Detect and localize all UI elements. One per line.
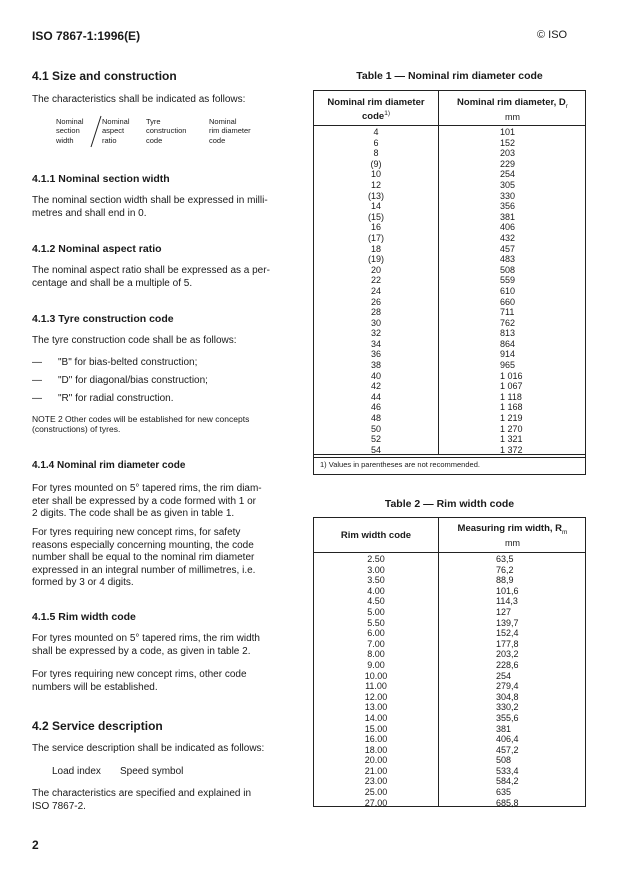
table-1-diameter-cell: 813 bbox=[500, 328, 516, 339]
figure-label-section-width-1: Nominal bbox=[56, 117, 84, 126]
table-1-diameter-cell: 432 bbox=[500, 232, 516, 243]
text-line: metres and shall end in 0. bbox=[32, 207, 147, 219]
figure-label-rim-diameter-3: code bbox=[209, 135, 226, 145]
table-1-code-cell: 54 bbox=[370, 444, 381, 455]
table-2-code-cell: 27.00 bbox=[364, 797, 388, 808]
table-1-code-cell: (9) bbox=[370, 158, 382, 169]
list-dash: — bbox=[32, 357, 42, 368]
table-2-width-cell: 101,6 bbox=[496, 585, 519, 596]
header-unit: mm bbox=[505, 111, 520, 122]
table-2-code-cell: 6.00 bbox=[367, 628, 385, 639]
table-2-width-cell: 63,5 bbox=[496, 554, 514, 564]
table-1-code-cell: 36 bbox=[370, 349, 381, 360]
table-2-width-cell: 114,3 bbox=[496, 596, 518, 607]
table-2-code-cell: 21.00 bbox=[364, 765, 388, 776]
table-1-code-cell: 4 bbox=[373, 127, 379, 137]
table-1-header-diameter bbox=[439, 97, 586, 123]
text-line: The characteristics are specified and explained in bbox=[32, 788, 252, 799]
table-2-header-width bbox=[439, 523, 586, 549]
table-1-diameter-cell: 914 bbox=[500, 349, 516, 360]
figure-label-construction-2: construction bbox=[146, 126, 187, 136]
table-2-code-cell: 9.00 bbox=[367, 659, 385, 670]
table-1-diameter-cell: 1 372 bbox=[500, 444, 523, 455]
table-1-diameter-cell: 254 bbox=[500, 169, 516, 180]
table-1-diameter-cell: 1 016 bbox=[500, 370, 523, 381]
table-1-diameter-cell: 305 bbox=[500, 179, 516, 190]
table-2-width-cell: 76,2 bbox=[496, 564, 514, 575]
table-2-code-cell: 5.50 bbox=[367, 617, 385, 628]
table-1-diameter-cell: 1 270 bbox=[500, 423, 523, 434]
table-2-width-cell: 355,6 bbox=[496, 712, 519, 723]
section-4-1-5-para-1 bbox=[32, 633, 260, 658]
figure-label-aspect-ratio-2: aspect bbox=[102, 126, 125, 136]
table-1-diameter-cell: 203 bbox=[500, 148, 516, 159]
table-1 bbox=[313, 90, 586, 455]
table-2-code-cell: 3.00 bbox=[367, 564, 385, 575]
section-4-2-text bbox=[32, 788, 251, 813]
text-line: formed by 3 or 4 digits. bbox=[32, 577, 134, 589]
text-line: expressed in an integral number of millimetres, i.e. bbox=[32, 564, 256, 576]
table-2-width-cell: 279,4 bbox=[496, 681, 519, 692]
table-2-code-cell: 16.00 bbox=[364, 734, 388, 745]
text-line: NOTE 2 Other codes will be established for new concepts bbox=[32, 414, 250, 424]
section-4-1-3-title: 4.1.3 Tyre construction code bbox=[32, 313, 174, 325]
table-1-diameter-cell: 508 bbox=[500, 264, 516, 275]
figure-label-aspect-ratio-1: Nominal bbox=[102, 117, 130, 126]
section-4-1-title: 4.1 Size and construction bbox=[32, 69, 177, 83]
table-1-code-cell: 10 bbox=[370, 169, 381, 180]
text-line: reasons especially concerning mounting, the code bbox=[32, 539, 254, 551]
table-1-diameter-cell: 965 bbox=[500, 360, 516, 371]
table-2-width-cell: 177,8 bbox=[496, 638, 519, 649]
text-line: 2 digits. The code shall be as given in table 1. bbox=[32, 508, 235, 520]
table-1-diameter-cell: 559 bbox=[500, 275, 516, 286]
size-format-figure bbox=[56, 117, 256, 151]
section-4-1-3-intro: The tyre construction code shall be as follows: bbox=[32, 335, 237, 346]
section-4-1-4-title: 4.1.4 Nominal rim diameter code bbox=[32, 460, 186, 471]
page-number: 2 bbox=[32, 838, 39, 852]
table-2-width-cell: 330,2 bbox=[496, 702, 519, 713]
table-2-caption: Table 2 — Rim width code bbox=[384, 498, 515, 510]
table-1-diameter-cell: 711 bbox=[500, 307, 515, 318]
table-1-diameter-cell: 610 bbox=[500, 285, 516, 296]
section-4-1-1-text bbox=[32, 195, 268, 220]
footnote-ref: 1) bbox=[384, 110, 390, 117]
section-4-1-5-title: 4.1.5 Rim width code bbox=[32, 611, 136, 623]
text-line: number shall be equal to the nominal rim diameter bbox=[32, 552, 255, 564]
table-1-code-cell: 44 bbox=[370, 391, 381, 402]
table-1-diameter-cell: 1 067 bbox=[500, 381, 523, 392]
table-2-code-column bbox=[314, 554, 438, 808]
table-1-diameter-cell: 229 bbox=[500, 158, 516, 169]
text-line: numbers will be established. bbox=[32, 681, 158, 693]
text-line: For tyres mounted on 5° tapered rims, the rim diam- bbox=[32, 483, 262, 494]
text-line: centage and shall be a multiple of 5. bbox=[32, 277, 193, 289]
table-1-diameter-cell: 1 219 bbox=[500, 413, 523, 424]
table-2-width-column bbox=[496, 554, 519, 808]
publisher-mark: © ISO bbox=[537, 29, 568, 41]
table-2-column-divider bbox=[438, 518, 439, 806]
table-2-width-cell: 685,8 bbox=[496, 797, 519, 808]
figure-label-rim-diameter-2: rim diameter bbox=[209, 126, 251, 136]
figure-label-aspect-ratio-3: ratio bbox=[102, 135, 117, 145]
table-1-diameter-cell: 762 bbox=[500, 317, 516, 328]
header-text: Nominal rim diameter bbox=[327, 97, 425, 108]
table-2-code-cell: 4.00 bbox=[367, 585, 385, 596]
section-4-1-2-title: 4.1.2 Nominal aspect ratio bbox=[32, 243, 162, 255]
table-2-width-cell: 457,2 bbox=[496, 744, 519, 755]
table-1-code-cell: 50 bbox=[370, 423, 381, 434]
table-1-code-cell: 30 bbox=[370, 317, 381, 328]
table-2-width-cell: 152,4 bbox=[496, 628, 519, 639]
table-1-code-cell: 34 bbox=[370, 338, 381, 349]
table-2-width-cell: 127 bbox=[496, 606, 512, 617]
table-1-header-code bbox=[314, 97, 438, 122]
table-2-width-cell: 304,8 bbox=[496, 691, 519, 702]
table-1-code-cell: 16 bbox=[370, 222, 381, 233]
table-1-code-cell: 32 bbox=[370, 328, 381, 339]
figure-label-rim-diameter-1: Nominal bbox=[209, 117, 237, 126]
table-1-code-cell: 12 bbox=[370, 179, 381, 190]
table-2-code-cell: 23.00 bbox=[364, 776, 388, 787]
section-4-2-title: 4.2 Service description bbox=[32, 719, 163, 733]
table-1-code-cell: 6 bbox=[373, 137, 379, 148]
table-2-width-cell: 406,4 bbox=[496, 734, 519, 745]
document-id: ISO 7867-1:1996(E) bbox=[32, 29, 141, 43]
table-1-code-cell: 38 bbox=[370, 360, 381, 371]
section-4-1-5-para-2 bbox=[32, 669, 247, 694]
table-1-diameter-cell: 457 bbox=[500, 243, 516, 254]
list-item bbox=[32, 357, 208, 375]
text-line: ISO 7867-2. bbox=[32, 800, 86, 812]
table-2-code-cell: 10.00 bbox=[364, 670, 388, 681]
table-1-diameter-cell: 152 bbox=[500, 137, 516, 148]
table-2-code-cell: 13.00 bbox=[364, 702, 388, 713]
table-2-code-cell: 20.00 bbox=[364, 755, 388, 766]
table-2-code-cell: 2.50 bbox=[367, 554, 385, 564]
text-line: For tyres mounted on 5° tapered rims, the rim width bbox=[32, 633, 260, 644]
table-2 bbox=[313, 517, 586, 807]
speed-symbol-label: Speed symbol bbox=[120, 766, 184, 777]
table-2-width-cell: 254 bbox=[496, 670, 512, 681]
list-item-text: "B" for bias-belted construction; bbox=[58, 357, 198, 368]
list-item-text: "D" for diagonal/bias construction; bbox=[58, 375, 208, 386]
table-1-code-cell: (19) bbox=[367, 254, 384, 265]
note-2 bbox=[32, 414, 249, 434]
table-2-code-cell: 5.00 bbox=[367, 606, 385, 617]
table-2-width-cell: 228,6 bbox=[496, 659, 519, 670]
table-1-diameter-cell: 1 168 bbox=[500, 402, 523, 413]
table-1-diameter-cell: 1 118 bbox=[500, 391, 522, 402]
table-2-width-cell: 584,2 bbox=[496, 776, 519, 787]
table-2-width-cell: 203,2 bbox=[496, 649, 519, 660]
table-2-width-cell: 139,7 bbox=[496, 617, 519, 628]
section-4-1-4-para-1 bbox=[32, 483, 262, 521]
table-1-code-cell: 40 bbox=[370, 370, 381, 381]
figure-label-construction-1: Tyre bbox=[146, 117, 161, 126]
table-2-code-cell: 4.50 bbox=[367, 596, 385, 607]
table-2-header-code: Rim width code bbox=[340, 530, 412, 541]
text-line: shall be expressed by a code, as given in table 2. bbox=[32, 645, 251, 657]
table-1-diameter-cell: 381 bbox=[500, 211, 516, 222]
list-item-text: "R" for radial construction. bbox=[58, 393, 174, 404]
table-2-code-cell: 7.00 bbox=[367, 638, 385, 649]
table-1-diameter-cell: 483 bbox=[500, 254, 516, 265]
figure-label-section-width-3: width bbox=[56, 135, 74, 145]
table-1-code-cell: 24 bbox=[370, 285, 381, 296]
table-1-column-divider bbox=[438, 91, 439, 454]
table-1-code-cell: 22 bbox=[370, 275, 381, 286]
table-1-footnote: 1) Values in parentheses are not recommended. bbox=[320, 460, 480, 469]
table-2-width-cell: 88,9 bbox=[496, 575, 514, 586]
load-index-label: Load index bbox=[52, 766, 101, 777]
table-2-code-cell: 3.50 bbox=[367, 575, 385, 586]
table-2-code-cell: 8.00 bbox=[367, 649, 385, 660]
table-1-diameter-cell: 330 bbox=[500, 190, 516, 201]
table-1-code-cell: 48 bbox=[370, 413, 381, 424]
table-1-diameter-cell: 356 bbox=[500, 201, 516, 212]
table-1-code-cell: (13) bbox=[367, 190, 384, 201]
table-1-code-cell: 42 bbox=[370, 381, 381, 392]
text-line: The nominal section width shall be expressed in milli- bbox=[32, 195, 268, 206]
list-item bbox=[32, 393, 208, 411]
section-4-1-2-text bbox=[32, 265, 270, 290]
table-1-code-cell: (15) bbox=[367, 211, 384, 222]
table-1-diameter-cell: 101 bbox=[500, 127, 516, 137]
table-1-code-cell: 20 bbox=[370, 264, 381, 275]
header-unit: mm bbox=[505, 537, 520, 548]
table-2-width-cell: 381 bbox=[496, 723, 512, 734]
header-text: Measuring rim width, R bbox=[457, 523, 563, 534]
text-line: For tyres requiring new concept rims, other code bbox=[32, 669, 247, 680]
table-2-width-cell: 508 bbox=[496, 755, 512, 766]
figure-slash bbox=[89, 115, 103, 149]
table-1-code-cell: 28 bbox=[370, 307, 381, 318]
table-2-code-cell: 11.00 bbox=[365, 681, 387, 692]
table-1-footnote-row bbox=[313, 455, 586, 475]
text-line: The nominal aspect ratio shall be expressed as a per- bbox=[32, 265, 270, 276]
table-1-code-cell: 8 bbox=[373, 148, 379, 159]
table-1-code-cell: (17) bbox=[367, 232, 384, 243]
table-2-code-cell: 15.00 bbox=[364, 723, 388, 734]
table-2-code-cell: 14.00 bbox=[364, 712, 388, 723]
table-2-width-cell: 635 bbox=[496, 787, 512, 798]
table-1-diameter-cell: 1 321 bbox=[500, 434, 523, 445]
table-2-code-cell: 12.00 bbox=[364, 691, 388, 702]
table-1-code-cell: 52 bbox=[370, 434, 381, 445]
table-2-width-cell: 533,4 bbox=[496, 765, 519, 776]
text-line: (constructions) of tyres. bbox=[32, 424, 121, 434]
table-1-diameter-column bbox=[500, 127, 523, 455]
table-1-code-cell: 14 bbox=[370, 201, 381, 212]
section-4-2-intro: The service description shall be indicated as follows: bbox=[32, 743, 265, 754]
header-subscript: m bbox=[562, 528, 568, 536]
table-2-code-cell: 25.00 bbox=[364, 787, 388, 798]
header-text: code bbox=[362, 111, 385, 123]
table-1-code-cell: 26 bbox=[370, 296, 381, 307]
table-1-code-column bbox=[314, 127, 438, 455]
text-line: eter shall be expressed by a code formed with 1 or bbox=[32, 495, 257, 507]
section-4-1-4-para-2 bbox=[32, 527, 255, 590]
table-1-diameter-cell: 406 bbox=[500, 222, 516, 233]
table-2-code-cell: 18.00 bbox=[364, 744, 388, 755]
header-text: Nominal rim diameter, D bbox=[457, 97, 566, 108]
table-1-code-cell: 18 bbox=[370, 243, 381, 254]
section-4-1-intro: The characteristics shall be indicated as follows: bbox=[32, 94, 246, 105]
text-line: For tyres requiring new concept rims, for safety bbox=[32, 527, 241, 538]
table-1-diameter-cell: 864 bbox=[500, 338, 516, 349]
table-1-diameter-cell: 660 bbox=[500, 296, 516, 307]
table-1-code-cell: 46 bbox=[370, 402, 381, 413]
figure-label-section-width-2: section bbox=[56, 126, 80, 136]
list-dash: — bbox=[32, 393, 42, 404]
table-1-caption: Table 1 — Nominal rim diameter code bbox=[356, 70, 543, 82]
list-item bbox=[32, 375, 208, 393]
section-4-1-1-title: 4.1.1 Nominal section width bbox=[32, 173, 170, 185]
header-subscript: r bbox=[565, 102, 568, 110]
construction-code-list bbox=[32, 357, 208, 411]
figure-label-construction-3: code bbox=[146, 135, 163, 145]
list-dash: — bbox=[32, 375, 42, 386]
